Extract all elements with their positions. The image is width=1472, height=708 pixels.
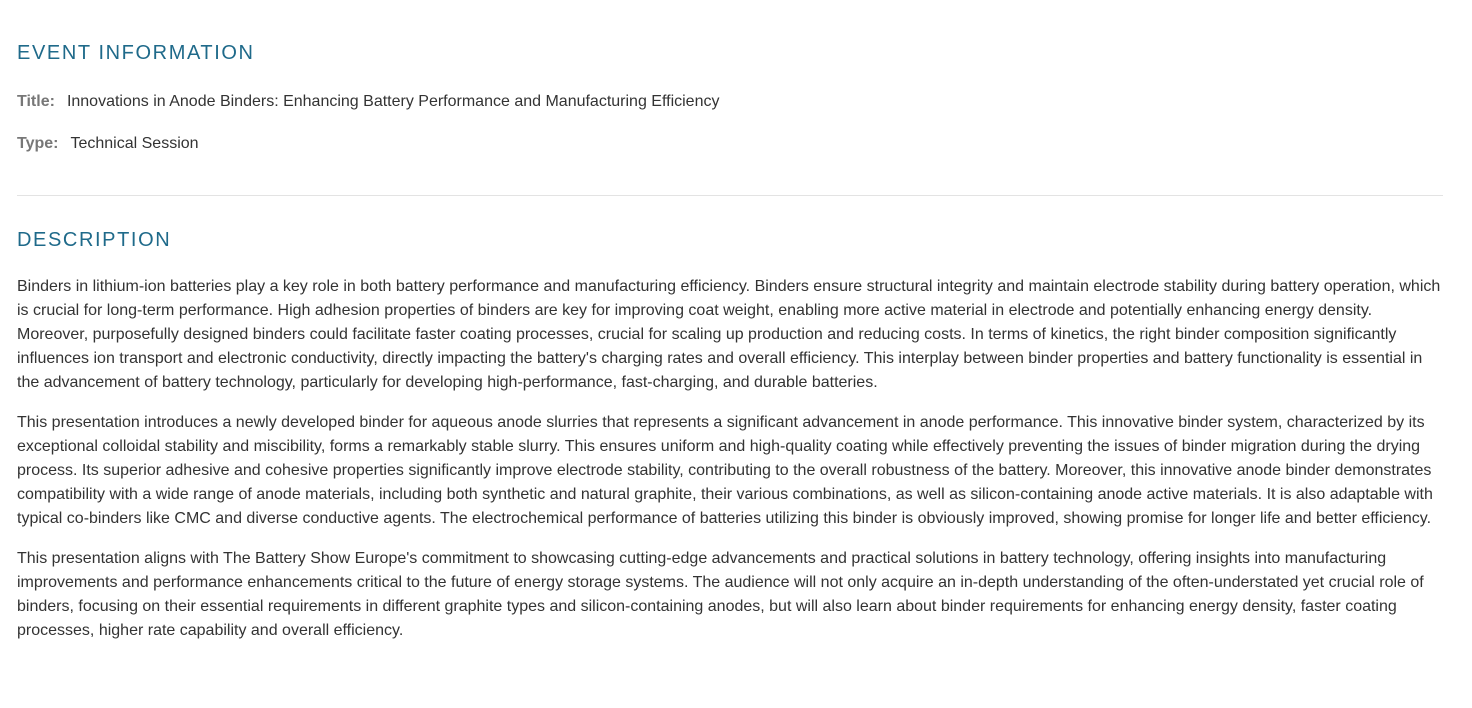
event-title-field (17, 92, 1443, 112)
event-title-label: Title: (17, 93, 55, 110)
description-paragraph: Binders in lithium-ion batteries play a key role in both battery performance and manufacturing efficiency. Binders ensure structural integrity and maintain electrode stability during battery operation, which is crucial for long-term performance. High adhesion properties of binders are key for improving coat weight, enabling more active material in electrode and potentially enhancing energy density. Moreover, purposefully designed binders could facilitate faster coating processes, crucial for scaling up production and reducing costs. In terms of kinetics, the right binder composition significantly influences ion transport and electronic conductivity, directly impacting the battery's charging rates and overall efficiency. This interplay between binder properties and battery functionality is essential in the advancement of battery technology, particularly for developing high-performance, fast-charging, and durable batteries. (17, 278, 1441, 391)
description-body (17, 275, 1443, 643)
event-type-label: Type: (17, 135, 59, 152)
description-heading: DESCRIPTION (17, 229, 172, 251)
description-paragraph: This presentation aligns with The Battery Show Europe's commitment to showcasing cutting-edge advancements and practical solutions in battery technology, offering insights into manufacturing improvements and performance enhancements critical to the future of energy storage systems. The audience will not only acquire an in-depth understanding of the often-understated yet crucial role of binders, focusing on their essential requirements in different graphite types and silicon-containing anodes, but will also learn about binder requirements for enhancing energy density, faster coating processes, higher rate capability and overall efficiency. (17, 550, 1424, 639)
description-paragraph: This presentation introduces a newly developed binder for aqueous anode slurries that represents a significant advancement in anode performance. This innovative binder system, characterized by its exceptional colloidal stability and miscibility, forms a remarkably stable slurry. This ensures uniform and high-quality coating while effectively preventing the issues of binder migration during the drying process. Its superior adhesive and cohesive properties significantly improve electrode stability, contributing to the overall robustness of the battery. Moreover, this innovative anode binder demonstrates compatibility with a wide range of anode materials, including both synthetic and natural graphite, their various combinations, as well as silicon-containing anode active materials. It is also adaptable with typical co-binders like CMC and diverse conductive agents. The electrochemical performance of batteries utilizing this binder is obviously improved, showing promise for longer life and better efficiency. (17, 414, 1433, 527)
section-divider (17, 195, 1443, 196)
event-title-value: Innovations in Anode Binders: Enhancing Battery Performance and Manufacturing Efficiency (66, 93, 720, 110)
event-information-heading: EVENT INFORMATION (17, 42, 255, 64)
event-type-field (17, 134, 1443, 154)
event-type-value: Technical Session (70, 135, 199, 152)
